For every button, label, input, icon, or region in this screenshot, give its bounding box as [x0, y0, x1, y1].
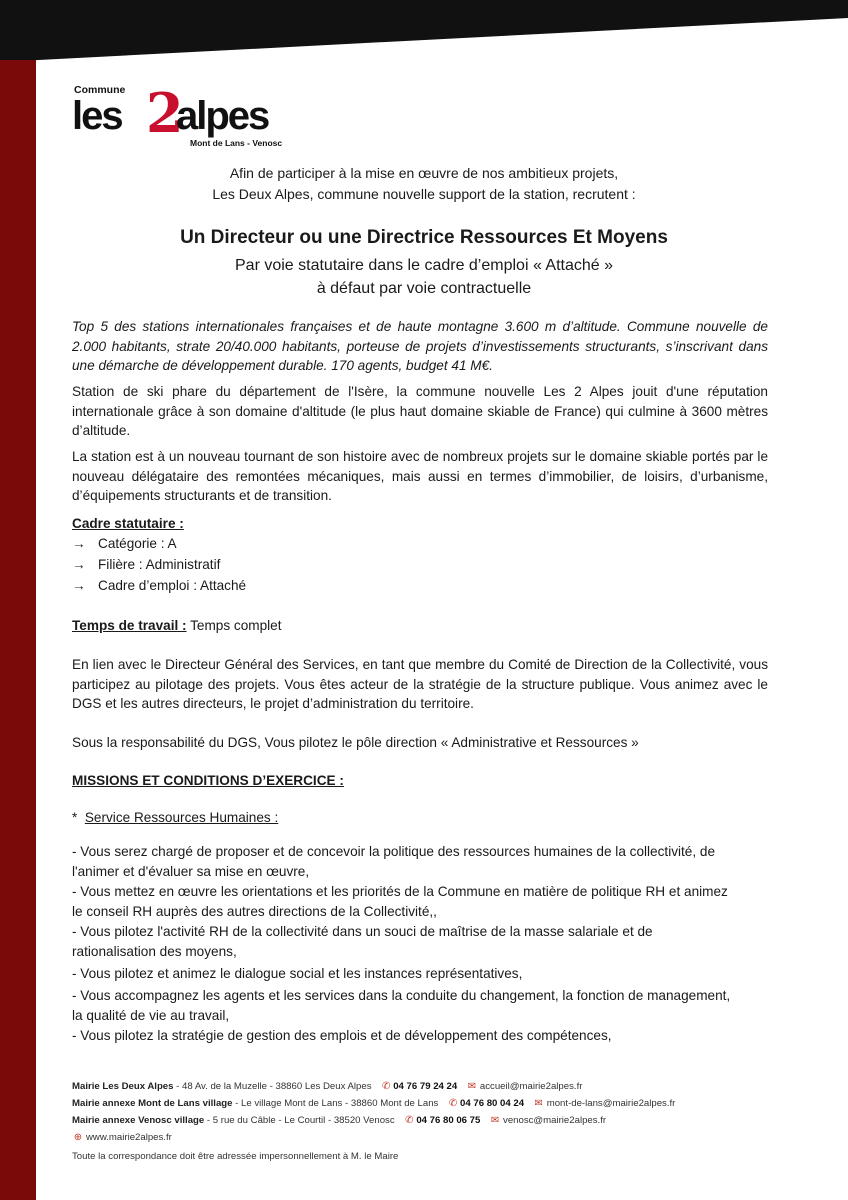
logo-subtitle: Mont de Lans - Venosc [190, 138, 283, 148]
footer-address: - 48 Av. de la Muzelle - 38860 Les Deux Alpes [173, 1081, 372, 1092]
job-subtitle-line-2: à défaut par voie contractuelle [316, 280, 532, 297]
footer-website-row [72, 1129, 792, 1146]
intro-line-2: Les Deux Alpes, commune nouvelle support de la station, recrutent : [212, 186, 636, 202]
rh-line: - Vous serez chargé de proposer et de concevoir la politique des ressources humaines de la collectivité, de [72, 844, 716, 859]
missions-heading: MISSIONS ET CONDITIONS D’EXERCICE : [72, 773, 344, 788]
rh-line: rationalisation des moyens, [72, 944, 237, 959]
footer-address: - 5 rue du Câble - Le Courtil - 38520 Venosc [204, 1115, 395, 1126]
arrow-icon: → [72, 557, 86, 572]
responsibility-line: Sous la responsabilité du DGS, Vous pilotez le pôle direction « Administrative et Ressources » [72, 735, 639, 750]
footer-website[interactable]: www.mairie2alpes.fr [86, 1132, 172, 1143]
rh-line: le conseil RH auprès des autres directions de la Collectivité,, [72, 904, 437, 919]
role-paragraph: En lien avec le Directeur Général des Services, en tant que membre du Comité de Direction de la Collectivité, vous participez au pilotage des projets. Vous êtes acteur de la stratégie de la structure publique. Vous animez avec le DGS et les autres directeurs, le projet d’administration du territoire. [72, 657, 768, 711]
logo-les-text: les [72, 94, 122, 138]
footer-address-row [72, 1078, 792, 1095]
logo-alpes-text: alpes [176, 94, 269, 138]
footer [72, 1078, 792, 1165]
cadre-item [72, 555, 772, 575]
footer-email[interactable]: mont-de-lans@mairie2alpes.fr [546, 1098, 676, 1109]
footer-org: Mairie Les Deux Alpes [72, 1081, 174, 1092]
job-title: Un Directeur ou une Directrice Ressources Et Moyens [180, 227, 668, 248]
rh-line: - Vous pilotez l'activité RH de la collectivité dans un souci de maîtrise de la masse salariale et de [72, 924, 653, 939]
footer-phone[interactable]: 04 76 80 06 75 [416, 1115, 481, 1126]
station-paragraph: Station de ski phare du département de l'Isère, la commune nouvelle Les 2 Alpes jouit d'une réputation internationale grâce à son domaine d'altitude (le plus haut domaine skiable de France) qui culmine à 3600 mètres d’altitude. [72, 384, 768, 438]
phone-icon: ✆ [382, 1081, 391, 1092]
globe-icon: ⊕ [73, 1132, 83, 1143]
service-rh-label: Service Ressources Humaines : [84, 810, 279, 825]
bullet-marker: * [72, 810, 78, 825]
cadre-item-label: Filière : Administratif [98, 557, 221, 572]
projects-paragraph: La station est à un nouveau tournant de son histoire avec de nombreux projets sur le domaine skiable portés par le nouveau délégataire des remontées mécaniques, mais aussi en termes d’immobilier, de loisirs, d’urbanisme, d’équipements structurants et de transition. [72, 449, 768, 503]
rh-line: la qualité de vie au travail, [72, 1008, 230, 1023]
rh-line: l'animer et d'évaluer sa mise en œuvre, [72, 864, 310, 879]
footer-phone[interactable]: 04 76 79 24 24 [393, 1081, 458, 1092]
phone-icon: ✆ [448, 1098, 458, 1109]
intro-paragraph: Top 5 des stations internationales françaises et de haute montagne 3.600 m d’altitude. Commune nouvelle de 2.000 habitants, strate 20/40.000 habitants, porteuse de projets d’investissements structurants, s’inscrivant dans une démarche de développement durable. 170 agents, budget 41 M€. [72, 319, 768, 373]
footer-phone[interactable]: 04 76 80 04 24 [460, 1098, 525, 1109]
temps-value: Temps complet [186, 618, 282, 633]
footer-email[interactable]: accueil@mairie2alpes.fr [479, 1081, 583, 1092]
footer-address: - Le village Mont de Lans - 38860 Mont de Lans [232, 1098, 439, 1109]
logo-commune-text: Commune [74, 84, 126, 96]
phone-icon: ✆ [405, 1115, 414, 1126]
footer-address-row [72, 1095, 792, 1112]
cadre-item [72, 576, 772, 596]
arrow-icon: → [72, 536, 86, 551]
job-subtitle-line-1: Par voie statutaire dans le cadre d’emploi « Attaché » [235, 257, 613, 274]
logo-two-glyph: 2 [146, 81, 184, 145]
cadre-heading: Cadre statutaire : [72, 516, 184, 531]
footer-org: Mairie annexe Mont de Lans village [72, 1098, 233, 1109]
mail-icon: ✉ [534, 1098, 543, 1109]
mail-icon: ✉ [467, 1081, 477, 1092]
rh-line: - Vous mettez en œuvre les orientations et les priorités de la Commune en matière de politique RH et animez [72, 884, 728, 899]
footer-note: Toute la correspondance doit être adressée impersonnellement à M. le Maire [72, 1151, 399, 1162]
mail-icon: ✉ [490, 1115, 500, 1126]
intro-line-1: Afin de participer à la mise en œuvre de nos ambitieux projets, [229, 165, 619, 181]
temps-label: Temps de travail : [72, 618, 187, 633]
cadre-item [72, 534, 772, 554]
arrow-icon: → [72, 578, 86, 593]
cadre-item-label: Cadre d’emploi : Attaché [98, 578, 247, 593]
cadre-item-label: Catégorie : A [98, 536, 177, 551]
rh-line: - Vous accompagnez les agents et les services dans la conduite du changement, la fonction de management, [72, 988, 731, 1003]
rh-line: - Vous pilotez la stratégie de gestion des emplois et de développement des compétences, [72, 1028, 612, 1043]
commune-logo [72, 82, 282, 152]
footer-address-row [72, 1112, 792, 1129]
temps-travail [72, 616, 772, 636]
service-rh-heading [72, 808, 772, 828]
footer-org: Mairie annexe Venosc village [72, 1115, 205, 1126]
rh-line: - Vous pilotez et animez le dialogue social et les instances représentatives, [72, 966, 523, 981]
footer-email[interactable]: venosc@mairie2alpes.fr [503, 1115, 607, 1126]
